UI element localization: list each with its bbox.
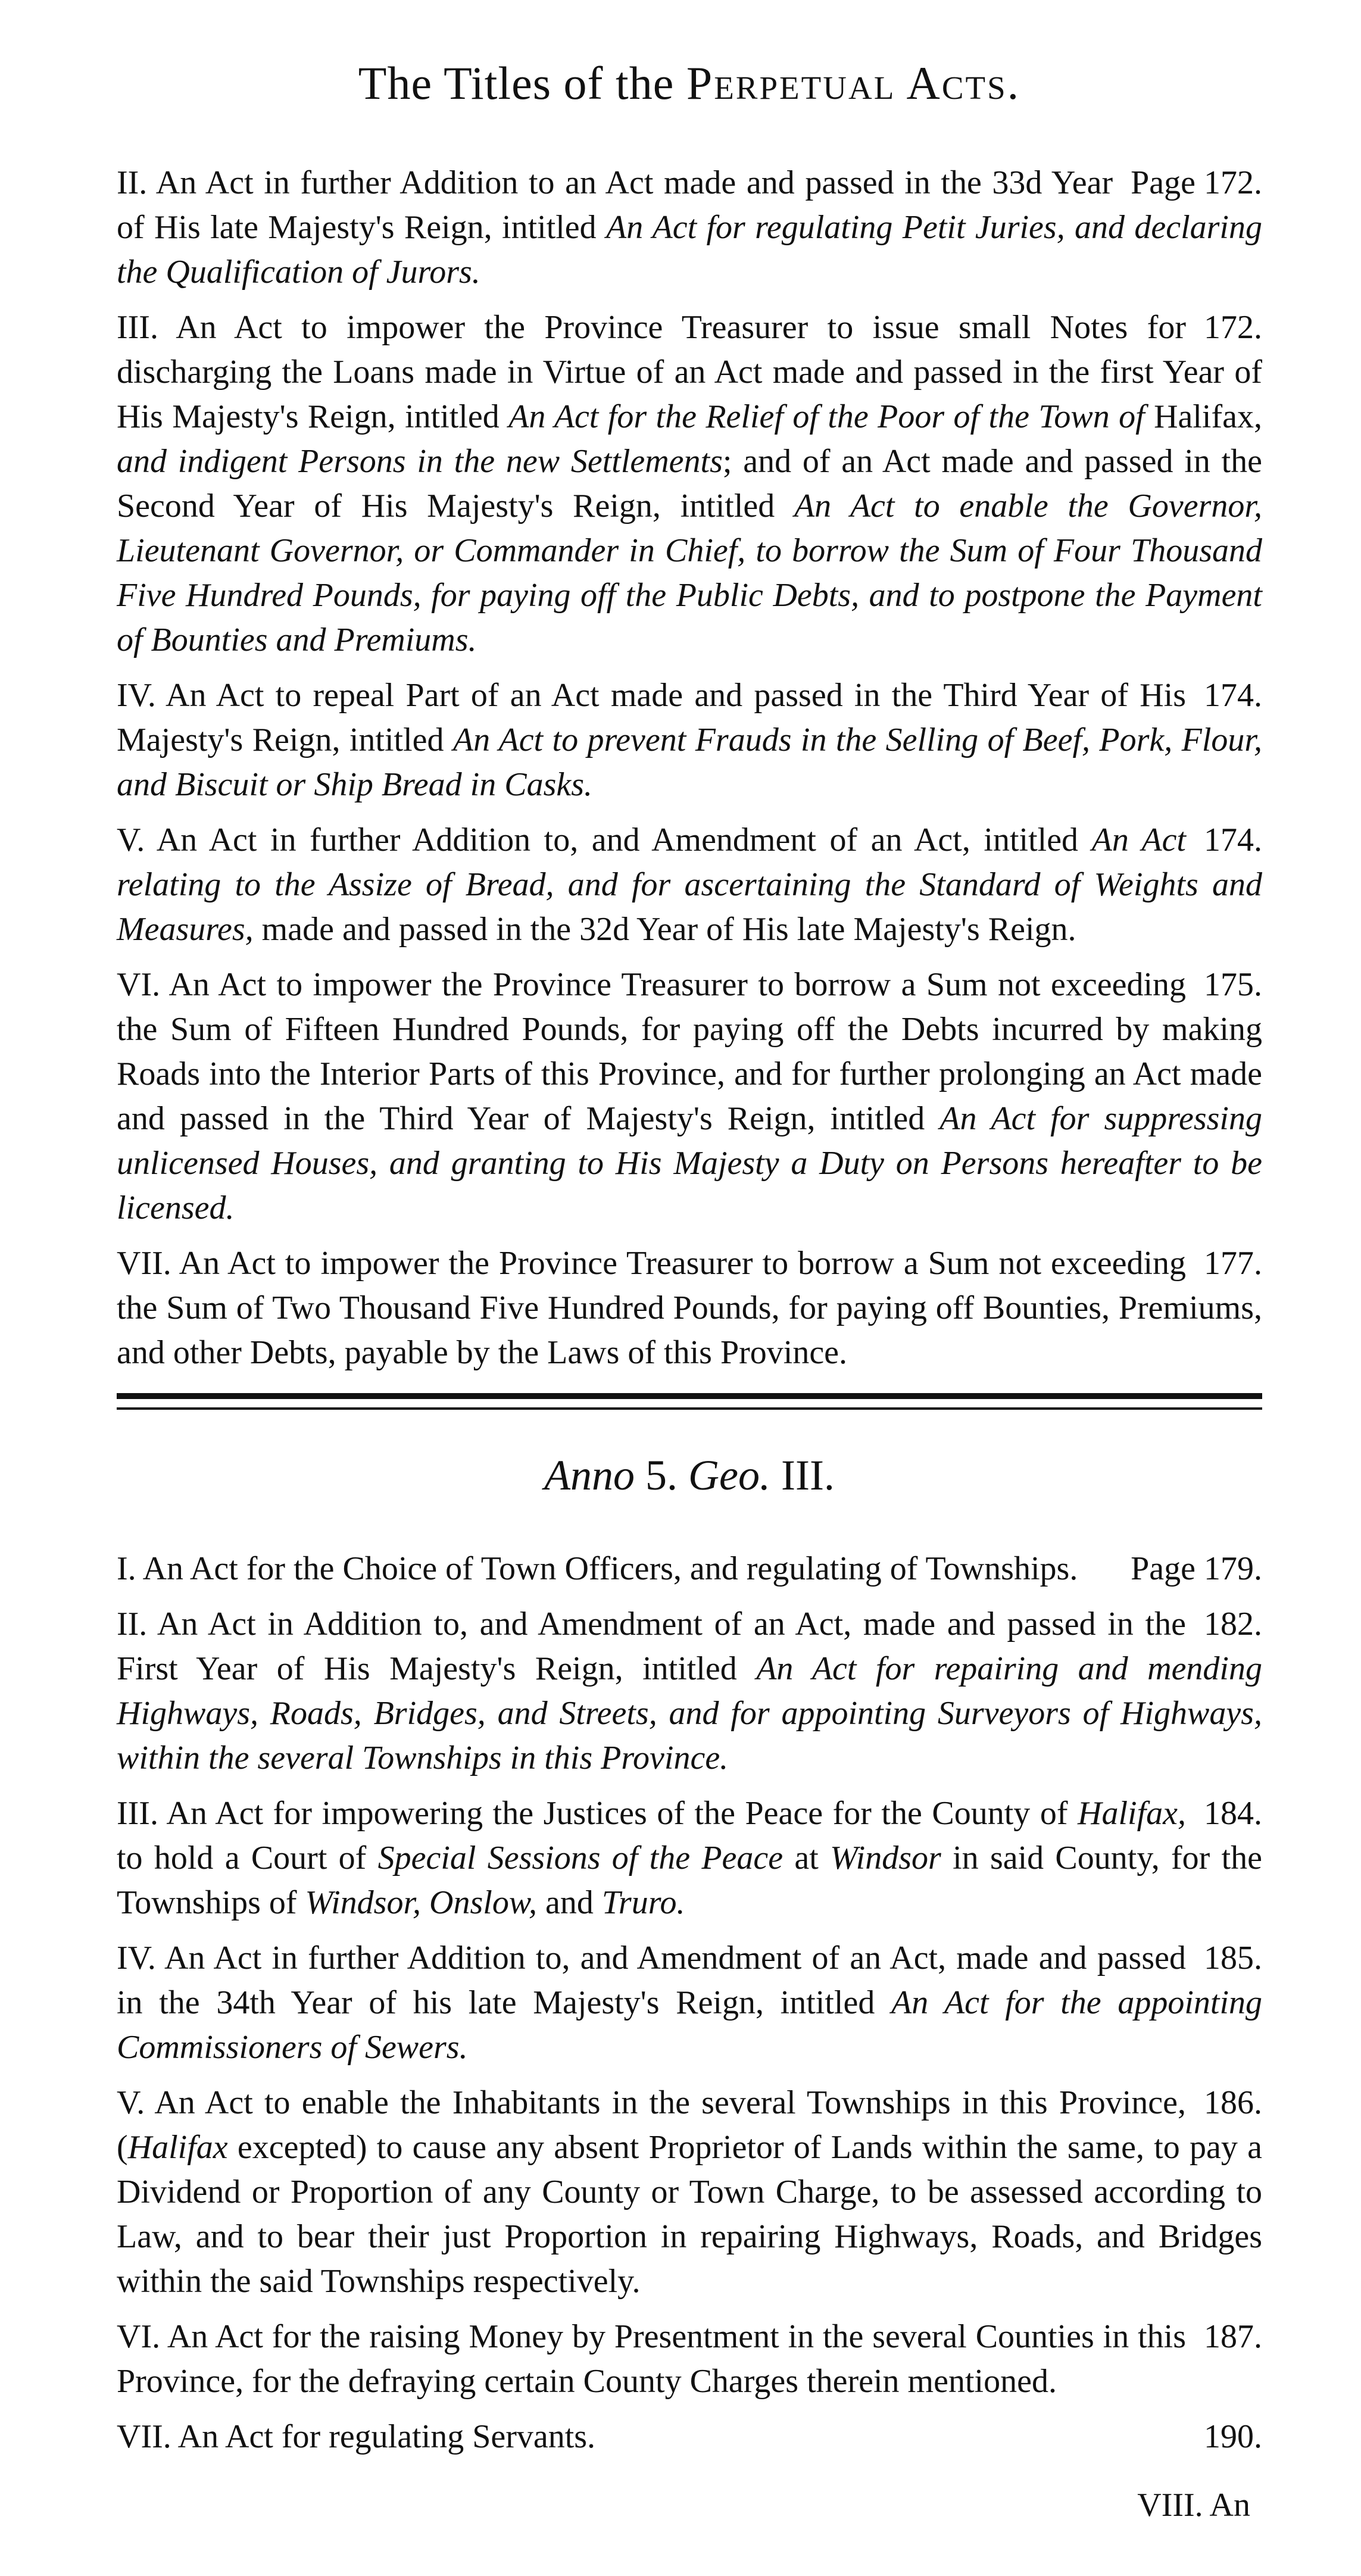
act-title-italic: Halifax bbox=[127, 2129, 228, 2166]
page-reference: 186. bbox=[1204, 2084, 1262, 2121]
act-text: An Act in further Addition to, and Amendment of an Act, made and passed in the 34th Year of his late Majesty's Reign, intitled bbox=[117, 1940, 1186, 2021]
act-number: IV. bbox=[117, 677, 156, 714]
act-title-italic: An Act for regulating Petit Juries, and declaring the Qualification of Jurors. bbox=[117, 209, 1262, 291]
page-reference: 184. bbox=[1204, 1795, 1262, 1832]
act-text: An Act to impower the Province Treasurer to borrow a Sum not exceeding the Sum of Two Thousand Five Hundred Pounds, for paying off Bounties, Premiums, and other Debts, payable by the Laws of this Province. bbox=[117, 1245, 1262, 1371]
page-reference: 190. bbox=[1204, 2418, 1262, 2455]
page-reference: 172. bbox=[1204, 309, 1262, 346]
act-title-italic: Windsor bbox=[830, 1840, 941, 1876]
act-title-italic: An Act relating to the Assize of Bread, and for ascertaining the Standard of Weights and Measures, bbox=[117, 822, 1262, 948]
act-number: V. bbox=[117, 822, 145, 858]
section-heading bbox=[117, 1445, 1262, 1505]
act-number: VII. bbox=[117, 1245, 171, 1282]
act-title-italic: An Act to prevent Frauds in the Selling of Beef, Pork, Flour, and Biscuit or Ship Bread in Casks. bbox=[117, 722, 1262, 803]
section-year: 5. bbox=[635, 1451, 689, 1499]
act-text: An Act in further Addition to an Act made and passed in the 33d Year of His late Majesty's Reign, intitled bbox=[117, 164, 1113, 246]
act-entry bbox=[117, 1241, 1262, 1375]
act-text: An Act for impowering the Justices of the Peace for the County of bbox=[158, 1795, 1078, 1832]
act-entry bbox=[117, 2315, 1262, 2404]
document-page bbox=[117, 36, 1262, 2528]
act-entry bbox=[117, 2081, 1262, 2304]
section-anno: Anno bbox=[544, 1451, 635, 1499]
act-text: to hold a Court of bbox=[117, 1840, 378, 1876]
act-entry bbox=[117, 1791, 1262, 1925]
act-entry bbox=[117, 1547, 1262, 1591]
act-text: Halifax, bbox=[1144, 398, 1262, 435]
act-text: An Act to impower the Province Treasurer to borrow a Sum not exceeding the Sum of Fifteen Hundred Pounds, for paying off the Debts incurred by making Roads into the Interior Parts of this Province, and for further prolonging an Act made and passed in the Third Year of Majesty's Reign, intitled bbox=[117, 966, 1262, 1137]
act-text: An Act in further Addition to, and Amendment of an Act, intitled bbox=[145, 822, 1092, 858]
act-text: excepted) to cause any absent Proprietor of Lands within the same, to pay a Dividend or Proportion of any County or Town Charge, to be assessed according to Law, and to bear their just Proportion in repairing Highways, Roads, and Bridges within the said Townships respectively. bbox=[117, 2129, 1262, 2300]
act-title-italic: Windsor, Onslow, bbox=[305, 1884, 538, 1921]
act-text: An Act to impower the Province Treasurer to issue small Notes for discharging the Loans made in Virtue of an Act made and passed in the first Year of His Majesty's Reign, intitled bbox=[117, 309, 1262, 435]
header-smallcaps: Perpetual Acts. bbox=[686, 57, 1021, 109]
page-reference: Page 172. bbox=[1131, 164, 1262, 201]
page-reference: 185. bbox=[1204, 1940, 1262, 1977]
act-number: II. bbox=[117, 164, 148, 201]
act-entry bbox=[117, 673, 1262, 807]
act-entry bbox=[117, 1602, 1262, 1781]
act-text: An Act for regulating Servants. bbox=[171, 2418, 596, 2455]
act-title-italic: Truro. bbox=[601, 1884, 685, 1921]
act-title-italic: An Act for suppressing unlicensed Houses, and granting to His Majesty a Duty on Persons hereafter to be licensed. bbox=[117, 1100, 1262, 1226]
section-geo: Geo. bbox=[688, 1451, 770, 1499]
act-entry bbox=[117, 818, 1262, 952]
act-title-italic: An Act for the appointing Commissioners of Sewers. bbox=[117, 1984, 1263, 2066]
act-number: V. bbox=[117, 2084, 145, 2121]
act-title-italic: An Act to enable the Governor, Lieutenant Governor, or Commander in Chief, to borrow the Sum of Four Thousand Five Hundred Pounds, for paying off the Public Debts, and to postpone the Payment of Bounties and Premiums. bbox=[117, 488, 1263, 658]
page-reference: Page 179. bbox=[1131, 1550, 1262, 1587]
double-rule-divider bbox=[117, 1393, 1262, 1410]
act-number: III. bbox=[117, 309, 158, 346]
act-number: I. bbox=[117, 1550, 136, 1587]
act-text: An Act in Addition to, and Amendment of an Act, made and passed in the First Year of His Majesty's Reign, intitled bbox=[117, 1606, 1186, 1687]
act-text: in said County, for the Townships of bbox=[117, 1840, 1262, 1921]
act-text: An Act to repeal Part of an Act made and passed in the Third Year of His Majesty's Reign, intitled bbox=[117, 677, 1186, 758]
act-text: made and passed in the 32d Year of His late Majesty's Reign. bbox=[253, 911, 1076, 948]
catchword: VIII. An bbox=[1137, 2487, 1250, 2524]
act-text: An Act for the raising Money by Presentment in the several Counties in this Province, for the defraying certain County Charges therein mentioned. bbox=[117, 2318, 1186, 2400]
act-entry bbox=[117, 1936, 1262, 2070]
act-text: An Act for the Choice of Town Officers, and regulating of Townships. bbox=[136, 1550, 1078, 1587]
act-title-italic: Special Sessions of the Peace bbox=[377, 1840, 783, 1876]
act-text: and bbox=[537, 1884, 602, 1921]
act-title-italic: and indigent Persons in the new Settlements bbox=[117, 443, 723, 480]
page-reference: 177. bbox=[1204, 1245, 1262, 1282]
act-title-italic: An Act for repairing and mending Highways, Roads, Bridges, and Streets, and for appointing Surveyors of Highways, within the several Townships in this Province. bbox=[117, 1650, 1262, 1776]
act-title-italic: Halifax, bbox=[1078, 1795, 1186, 1832]
header-prefix: The Titles of the bbox=[358, 57, 686, 109]
act-number: II. bbox=[117, 1606, 148, 1643]
page-reference: 174. bbox=[1204, 822, 1262, 858]
act-number: IV. bbox=[117, 1940, 156, 1977]
page-reference: 187. bbox=[1204, 2318, 1262, 2355]
act-number: III. bbox=[117, 1795, 158, 1832]
act-title-italic: An Act for the Relief of the Poor of the Town of bbox=[508, 398, 1145, 435]
act-entry bbox=[117, 963, 1262, 1231]
act-entry bbox=[117, 305, 1262, 663]
act-text: at bbox=[783, 1840, 831, 1876]
act-entry bbox=[117, 2415, 1262, 2459]
act-entry bbox=[117, 161, 1262, 295]
page-reference: 174. bbox=[1204, 677, 1262, 714]
section-king: III. bbox=[770, 1451, 835, 1499]
act-text: ; and of an Act made and passed in the Second Year of His Majesty's Reign, intitled bbox=[117, 443, 1263, 524]
act-text: An Act to enable the Inhabitants in the several Townships in this Province, ( bbox=[117, 2084, 1186, 2166]
act-number: VI. bbox=[117, 2318, 161, 2355]
page-reference: 182. bbox=[1204, 1606, 1262, 1643]
page-reference: 175. bbox=[1204, 966, 1262, 1003]
act-number: VI. bbox=[117, 966, 161, 1003]
page-header bbox=[117, 48, 1262, 119]
act-number: VII. bbox=[117, 2418, 171, 2455]
